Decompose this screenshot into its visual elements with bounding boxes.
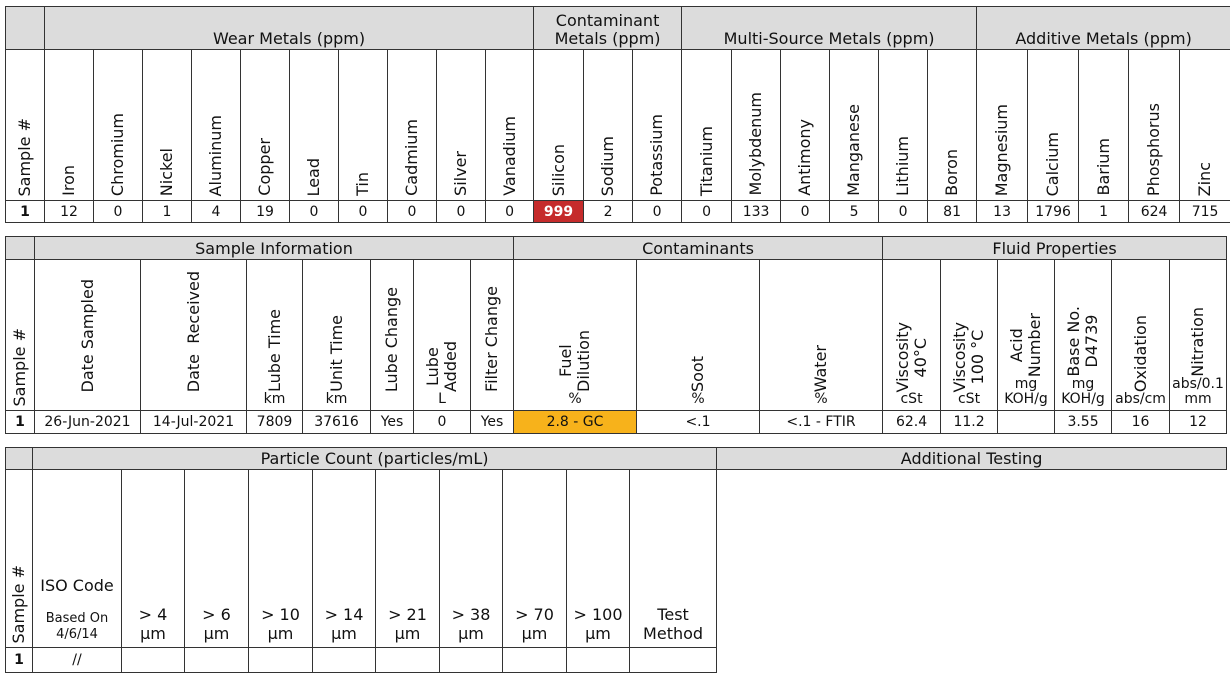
group-particle-count: Particle Count (particles/mL) [33, 448, 717, 470]
metal-header-barium: Barium [1079, 50, 1129, 201]
info-header-base-no-d4739 [1055, 260, 1112, 411]
metal-value-copper: 19 [241, 201, 290, 223]
iso-code-header [33, 470, 122, 648]
particle-value-70-m [503, 648, 567, 673]
metal-value-silver: 0 [437, 201, 486, 223]
metal-value-magnesium: 13 [977, 201, 1028, 223]
info-label-filter-change: Filter Change [482, 286, 501, 392]
sample-number-header: Sample # [6, 50, 45, 201]
particle-header-100-m: > 100 µm [567, 470, 630, 648]
info-unit-oxidation: abs/cm [1115, 391, 1166, 407]
info-value-soot: <.1 [637, 411, 760, 434]
metal-header-lead: Lead [290, 50, 339, 201]
metal-header-lithium: Lithium [879, 50, 928, 201]
metal-header-aluminum: Aluminum [192, 50, 241, 201]
metal-header-tin: Tin [339, 50, 388, 201]
info-label-lube-time: Lube Time [264, 308, 284, 392]
info-value-base-no-d4739: 3.55 [1055, 411, 1112, 434]
info-corner [6, 237, 35, 260]
metal-value-aluminum: 4 [192, 201, 241, 223]
iso-code-title: ISO Code [40, 576, 114, 595]
info-header-oxidation [1112, 260, 1170, 411]
metal-header-silver: Silver [437, 50, 486, 201]
info-value-viscosity-100-c: 11.2 [941, 411, 998, 434]
info-unit-water: % [814, 391, 828, 407]
info-label-fuel-dilution: Fuel Dilution [556, 330, 593, 392]
metal-header-nickel: Nickel [143, 50, 192, 201]
metal-header-sodium: Sodium [584, 50, 633, 201]
info-label-acid-number: Acid Number [1007, 312, 1045, 377]
particle-value-10-m [249, 648, 313, 673]
info-header-filter-change [471, 260, 514, 411]
info-header-viscosity-40-c [883, 260, 941, 411]
info-label-viscosity-40-c: Viscosity 40°C [892, 321, 930, 392]
metal-value-vanadium: 0 [486, 201, 534, 223]
metal-header-copper: Copper [241, 50, 290, 201]
info-header-viscosity-100-c [941, 260, 998, 411]
metal-value-titanium: 0 [682, 201, 732, 223]
info-label-oxidation: Oxidation [1130, 314, 1150, 392]
iso-code-basis: Based On 4/6/14 [45, 611, 109, 642]
metal-value-cadmium: 0 [388, 201, 437, 223]
metal-header-silicon: Silicon [534, 50, 584, 201]
metal-header-magnesium: Magnesium [977, 50, 1028, 201]
metal-value-antimony: 0 [781, 201, 830, 223]
info-unit-soot: % [691, 391, 705, 407]
metal-value-tin: 0 [339, 201, 388, 223]
info-label-soot: Soot [688, 355, 707, 392]
info-label-lube-added: Lube Added [423, 341, 460, 392]
group-wear-metals: Wear Metals (ppm) [45, 7, 534, 50]
particle-corner [6, 448, 33, 470]
particle-value-38-m [440, 648, 503, 673]
particle-value-test-method [630, 648, 717, 673]
metal-header-chromium: Chromium [94, 50, 143, 201]
metal-header-manganese: Manganese [830, 50, 879, 201]
metal-header-zinc: Zinc [1180, 50, 1230, 201]
info-value-date-received: 14-Jul-2021 [141, 411, 247, 434]
group-contaminant-metals: Contaminant Metals (ppm) [534, 7, 682, 50]
group-multi-source-metals: Multi-Source Metals (ppm) [682, 7, 977, 50]
metal-value-silicon: 999 [534, 201, 584, 223]
info-header-unit-time [303, 260, 371, 411]
info-value-water: <.1 - FTIR [760, 411, 883, 434]
particle-header-21-m: > 21 µm [376, 470, 440, 648]
metal-header-calcium: Calcium [1028, 50, 1079, 201]
info-value-date-sampled: 26-Jun-2021 [35, 411, 141, 434]
particle-header-38-m: > 38 µm [440, 470, 503, 648]
info-value-filter-change: Yes [471, 411, 514, 434]
info-value-oxidation: 16 [1112, 411, 1170, 434]
metal-value-calcium: 1796 [1028, 201, 1079, 223]
metal-value-nickel: 1 [143, 201, 192, 223]
metal-value-iron: 12 [45, 201, 94, 223]
group-contaminants: Contaminants [514, 237, 883, 260]
iso-code-value: // [33, 648, 122, 673]
info-header-nitration [1170, 260, 1227, 411]
metal-value-chromium: 0 [94, 201, 143, 223]
particle-header-70-m: > 70 µm [503, 470, 567, 648]
metal-value-manganese: 5 [830, 201, 879, 223]
particle-header-10-m: > 10 µm [249, 470, 313, 648]
group-fluid-properties: Fluid Properties [883, 237, 1227, 260]
metal-value-molybdenum: 133 [732, 201, 781, 223]
metal-value-zinc: 715 [1180, 201, 1230, 223]
group-additive-metals: Additive Metals (ppm) [977, 7, 1230, 50]
sample-number: 1 [6, 648, 33, 673]
particle-value-100-m [567, 648, 630, 673]
info-header-lube-change [371, 260, 414, 411]
info-header-acid-number [998, 260, 1055, 411]
info-unit-acid-number: mg KOH/g [1004, 376, 1048, 407]
metal-header-cadmium: Cadmium [388, 50, 437, 201]
sample-number: 1 [6, 201, 45, 223]
metals-table [5, 6, 1230, 223]
group-additional-testing: Additional Testing [717, 448, 1227, 470]
metal-header-vanadium: Vanadium [486, 50, 534, 201]
info-value-fuel-dilution: 2.8 - GC [514, 411, 637, 434]
info-unit-viscosity-40-c: cSt [900, 391, 923, 407]
metal-header-potassium: Potassium [633, 50, 682, 201]
info-header-fuel-dilution [514, 260, 637, 411]
particle-header-14-m: > 14 µm [313, 470, 376, 648]
metal-header-titanium: Titanium [682, 50, 732, 201]
info-header-date-received [141, 260, 247, 411]
additional-testing-body [717, 470, 1227, 673]
info-label-unit-time: Unit Time [326, 315, 346, 392]
particle-value-4-m [122, 648, 185, 673]
info-unit-viscosity-100-c: cSt [957, 391, 981, 407]
metal-value-sodium: 2 [584, 201, 633, 223]
particle-value-14-m [313, 648, 376, 673]
info-label-nitration: Nitration [1188, 307, 1208, 377]
info-unit-lube-time: km [263, 391, 286, 407]
metal-value-phosphorus: 624 [1129, 201, 1180, 223]
metal-value-potassium: 0 [633, 201, 682, 223]
sample-number-header: Sample # [6, 260, 35, 411]
metal-header-boron: Boron [928, 50, 977, 201]
info-value-viscosity-40-c: 62.4 [883, 411, 941, 434]
info-unit-lube-added: L [438, 391, 446, 407]
info-header-water [760, 260, 883, 411]
info-unit-base-no-d4739: mg KOH/g [1061, 376, 1105, 407]
metal-value-lithium: 0 [879, 201, 928, 223]
particle-header-6-m: > 6 µm [185, 470, 249, 648]
info-unit-unit-time: km [325, 391, 348, 407]
sample-info-table [5, 236, 1227, 434]
info-header-date-sampled [35, 260, 141, 411]
info-unit-fuel-dilution: % [568, 391, 582, 407]
info-header-soot [637, 260, 760, 411]
info-value-nitration: 12 [1170, 411, 1227, 434]
metal-header-antimony: Antimony [781, 50, 830, 201]
info-label-base-no-d4739: Base No. D4739 [1064, 306, 1102, 377]
info-header-lube-time [247, 260, 303, 411]
info-value-acid-number [998, 411, 1055, 434]
info-header-lube-added [414, 260, 471, 411]
metal-header-phosphorus: Phosphorus [1129, 50, 1180, 201]
particle-header-4-m: > 4 µm [122, 470, 185, 648]
sample-number-header: Sample # [6, 470, 33, 648]
info-unit-nitration: abs/0.1 mm [1172, 376, 1224, 407]
metal-value-lead: 0 [290, 201, 339, 223]
group-sample-information: Sample Information [35, 237, 514, 260]
particle-count-table [5, 447, 1227, 673]
info-label-water: Water [811, 344, 831, 392]
info-label-viscosity-100-c: Viscosity 100 °C [950, 321, 988, 392]
info-label-date-sampled: Date Sampled [77, 278, 97, 392]
info-value-lube-change: Yes [371, 411, 414, 434]
info-value-lube-added: 0 [414, 411, 471, 434]
metal-value-boron: 81 [928, 201, 977, 223]
sample-number: 1 [6, 411, 35, 434]
metal-header-molybdenum: Molybdenum [732, 50, 781, 201]
info-value-lube-time: 7809 [247, 411, 303, 434]
info-label-date-received: Date Received [183, 270, 203, 392]
metal-header-iron: Iron [45, 50, 94, 201]
metal-value-barium: 1 [1079, 201, 1129, 223]
particle-header-test-method: Test Method [630, 470, 717, 648]
info-label-lube-change: Lube Change [382, 286, 401, 392]
info-value-unit-time: 37616 [303, 411, 371, 434]
particle-value-6-m [185, 648, 249, 673]
metals-corner [6, 7, 45, 50]
particle-value-21-m [376, 648, 440, 673]
